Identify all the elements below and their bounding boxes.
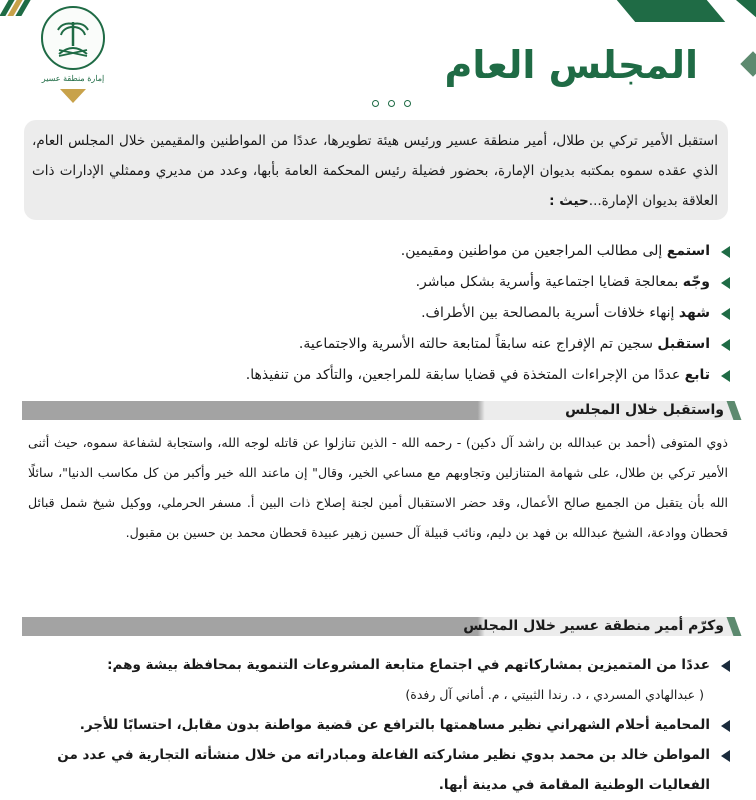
honor-text: المواطن خالد بن محمد بدوي نظير مشاركته الفاعلة ومبادراته من خلال منشأته التجارية في عدد من الفعاليات الوطنية المقامة في مدينة أبها. — [57, 747, 710, 793]
emblem-block — [38, 6, 108, 103]
list-item — [34, 360, 734, 391]
page-title: المجلس العام — [444, 43, 698, 87]
bullet-arrow-icon — [721, 246, 730, 258]
emblem-caption: إمارة منطقة عسير — [41, 74, 105, 83]
section-header-honors — [22, 617, 734, 636]
point-keyword: وجّه — [682, 274, 710, 290]
separator-dots — [372, 100, 411, 107]
point-text: إنهاء خلافات أسرية بالمصالحة بين الأطراف. — [421, 305, 679, 321]
reception-paragraph: ذوي المتوفى (أحمد بن عبدالله بن راشد آل دكين) - رحمه الله - الذين تنازلوا عن قاتله لوجه الله، واستجابة لشفاعة سموه، حيث أثنى الأمير تركي بن طلال، على شهامة المتنازلين وتجاوبهم مع مساعي الخير، وقال" إن ماعند الله خير وأكبر من كل مكاسب الدنيا"، سائلًا الله بأن يتقبل من الجميع صالح الأعمال، وقد حضر الاستقبال أمين لجنة إصلاح ذات البين أ. مسفر الحرملي، ووكيل شيخ شمل قبائل قحطان ووادعة، الشيخ عبدالله بن فهد بن دليم، ونائب قبيلة آل حسين زهير عبيدة قحطان محمد بن حسين بن مقبول. — [28, 435, 728, 540]
top-left-stripes — [0, 0, 30, 20]
bullet-arrow-icon — [721, 750, 730, 762]
honor-names: ( عبدالهادي المسردي ، د. رندا الثبيتي ، م. أماني آل رفدة) — [405, 687, 704, 702]
intro-box — [24, 120, 728, 220]
point-keyword: استقبل — [657, 336, 710, 352]
point-keyword: تابع — [684, 367, 710, 383]
list-item — [34, 267, 734, 298]
point-text: بمعالجة قضايا اجتماعية وأسرية بشكل مباشر. — [415, 274, 683, 290]
list-item — [34, 329, 734, 360]
gold-triangle — [60, 89, 86, 103]
list-item — [24, 740, 734, 800]
honor-text: المحامية أحلام الشهراني نظير مساهمتها بالترافع عن قضية مواطنة بدون مقابل، احتسابًا للأجر. — [79, 717, 710, 733]
list-item — [34, 298, 734, 329]
point-keyword: استمع — [666, 243, 710, 259]
section-title: وكرّم أمير منطقة عسير خلال المجلس — [463, 618, 724, 634]
list-item — [34, 236, 734, 267]
honors-list — [24, 650, 734, 800]
section-header-reception — [22, 401, 734, 420]
intro-text: استقبل الأمير تركي بن طلال، أمير منطقة عسير ورئيس هيئة تطويرها، عددًا من المواطنين والمقيمين خلال المجلس العام، الذي عقده سموه بمكتبه بديوان الإمارة، بحضور فضيلة رئيس المحكمة العامة بأبها، وعدد من مديري وممثلي الإدارات ذات العلاقة بديوان الإمارة... — [32, 133, 718, 209]
list-item — [24, 650, 734, 680]
point-keyword: شهد — [678, 305, 710, 321]
side-diamond — [740, 51, 756, 76]
bullet-arrow-icon — [721, 720, 730, 732]
bullet-arrow-icon — [721, 277, 730, 289]
top-corner-band — [617, 0, 725, 22]
bullet-arrow-icon — [721, 339, 730, 351]
bullet-arrow-icon — [721, 370, 730, 382]
bullet-arrow-icon — [721, 660, 730, 672]
point-text: إلى مطالب المراجعين من مواطنين ومقيمين. — [400, 243, 667, 259]
point-text: عددًا من الإجراءات المتخذة في قضايا سابقة للمراجعين، والتأكد من تنفيذها. — [245, 367, 685, 383]
top-corner-triangle — [736, 0, 756, 26]
point-text: سجين تم الإفراج عنه سابقاً لمتابعة حالته الأسرية والاجتماعية. — [298, 336, 658, 352]
palm-swords-emblem-icon — [41, 6, 105, 70]
honor-text: عددًا من المتميزين بمشاركاتهم في اجتماع متابعة المشروعات التنموية بمحافظة بيشة وهم: — [107, 657, 710, 673]
list-item — [24, 710, 734, 740]
bullet-arrow-icon — [721, 308, 730, 320]
intro-emphasis: حيث : — [549, 193, 589, 209]
key-points-list — [34, 236, 734, 391]
section-title: واستقبل خلال المجلس — [565, 402, 724, 418]
